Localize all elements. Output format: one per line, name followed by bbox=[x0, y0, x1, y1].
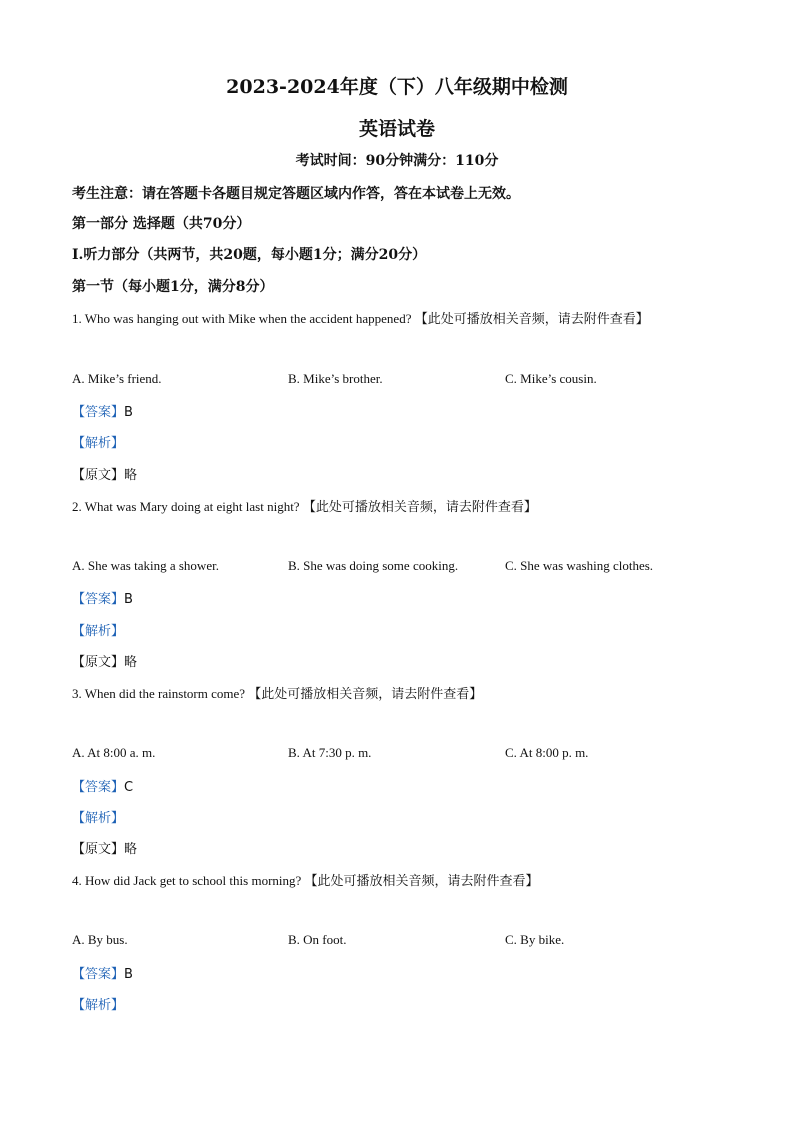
question-4-analysis bbox=[72, 994, 124, 1013]
question-4-answer bbox=[72, 963, 133, 982]
part1-heading: 第一部分 选择题（共70分） bbox=[72, 216, 251, 232]
original-label: 【原文】 bbox=[72, 655, 125, 670]
question-1-original bbox=[72, 464, 137, 483]
section1-heading: 第一节（每小题1分，满分8分） bbox=[72, 279, 274, 295]
question-1-analysis bbox=[72, 432, 124, 451]
question-1-option-c: C. Mike’s cousin. bbox=[505, 371, 597, 386]
question-2-option-b: B. She was doing some cooking. bbox=[288, 558, 459, 573]
question-3-option-c: C. At 8:00 p. m. bbox=[505, 745, 589, 760]
original-label: 【原文】 bbox=[72, 842, 125, 857]
answer-value: B bbox=[124, 967, 133, 982]
answer-value: C bbox=[124, 780, 134, 795]
answer-value: B bbox=[124, 592, 133, 607]
question-2: 2. What was Mary doing at eight last night? 【此处可播放相关音频，请去附件查看】 bbox=[72, 499, 537, 514]
question-1: 1. Who was hanging out with Mike when the accident happened? 【此处可播放相关音频，请去附件查看】 bbox=[72, 311, 649, 326]
original-label: 【原文】 bbox=[72, 468, 125, 483]
question-3: 3. When did the rainstorm come? 【此处可播放相关音频，请去附件查看】 bbox=[72, 686, 483, 701]
answer-value: B bbox=[124, 405, 133, 420]
listening-heading: Ⅰ.听力部分（共两节，共20题，每小题1分；满分20分） bbox=[72, 247, 427, 263]
question-4: 4. How did Jack get to school this morning? 【此处可播放相关音频，请去附件查看】 bbox=[72, 873, 539, 888]
question-1-option-a: A. Mike’s friend. bbox=[72, 371, 162, 386]
question-3-option-a: A. At 8:00 a. m. bbox=[72, 745, 156, 760]
question-1-option-b: B. Mike’s brother. bbox=[288, 371, 383, 386]
page-title: 2023-2024年度（下）八年级期中检测 bbox=[226, 76, 568, 98]
notice: 考生注意：请在答题卡各题目规定答题区域内作答，答在本试卷上无效。 bbox=[72, 186, 520, 202]
analysis-label: 【解析】 bbox=[72, 624, 125, 639]
original-value: 略 bbox=[124, 842, 138, 857]
question-3-answer bbox=[72, 776, 133, 795]
answer-label: 【答案】 bbox=[72, 405, 125, 420]
question-4-option-b: B. On foot. bbox=[288, 932, 347, 947]
question-3-original bbox=[72, 838, 137, 857]
answer-label: 【答案】 bbox=[72, 592, 125, 607]
question-2-analysis bbox=[72, 620, 124, 639]
question-2-original bbox=[72, 651, 137, 670]
analysis-label: 【解析】 bbox=[72, 811, 125, 826]
question-4-option-a: A. By bus. bbox=[72, 932, 128, 947]
original-value: 略 bbox=[124, 655, 138, 670]
original-value: 略 bbox=[124, 468, 138, 483]
question-3-option-b: B. At 7:30 p. m. bbox=[288, 745, 372, 760]
question-2-option-a: A. She was taking a shower. bbox=[72, 558, 219, 573]
question-2-answer bbox=[72, 588, 133, 607]
answer-label: 【答案】 bbox=[72, 780, 125, 795]
question-4-option-c: C. By bike. bbox=[505, 932, 565, 947]
question-1-answer bbox=[72, 401, 133, 420]
answer-label: 【答案】 bbox=[72, 967, 125, 982]
analysis-label: 【解析】 bbox=[72, 436, 125, 451]
analysis-label: 【解析】 bbox=[72, 998, 125, 1013]
question-2-option-c: C. She was washing clothes. bbox=[505, 558, 654, 573]
page-subtitle: 英语试卷 bbox=[358, 118, 435, 140]
question-3-analysis bbox=[72, 807, 124, 826]
exam-info: 考试时间：90分钟满分：110分 bbox=[295, 153, 499, 169]
